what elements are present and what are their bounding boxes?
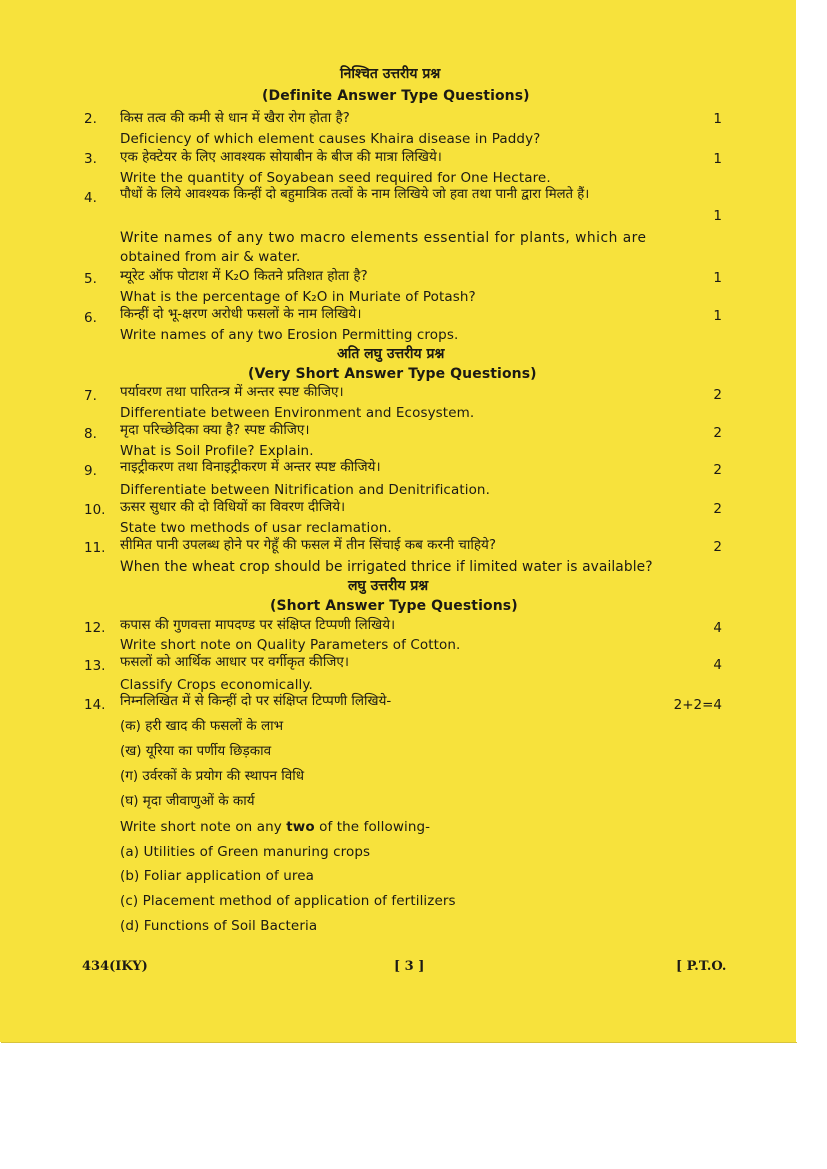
question-hindi: कपास की गुणवत्ता मापदण्ड पर संक्षिप्त टिप्पणी लिखिये।	[120, 617, 396, 633]
question-english: Write the quantity of Soyabean seed required for One Hectare.	[120, 170, 551, 186]
question-english: When the wheat crop should be irrigated thrice if limited water is available?	[120, 559, 653, 575]
question-marks: 1	[713, 208, 722, 224]
intro-text: Write short note on any	[120, 819, 287, 835]
question-marks: 2	[713, 501, 722, 517]
option-english: (a) Utilities of Green manuring crops	[120, 844, 371, 860]
section-heading-english: (Short Answer Type Questions)	[270, 598, 518, 614]
question-hindi: पर्यावरण तथा पारितन्त्र में अन्तर स्पष्ट कीजिए।	[120, 384, 344, 400]
question-marks: 2+2=4	[673, 697, 722, 713]
question-number: 7.	[84, 388, 97, 404]
question-hindi: ऊसर सुधार की दो विधियों का विवरण दीजिये।	[120, 499, 346, 515]
question-number: 12.	[84, 620, 106, 636]
question-hindi: फसलों को आर्थिक आधार पर वर्गीकृत कीजिए।	[120, 654, 350, 670]
question-english: Differentiate between Environment and Ecosystem.	[120, 405, 475, 421]
question-marks: 1	[713, 151, 722, 167]
section-heading-hindi: लघु उत्तरीय प्रश्न	[348, 578, 429, 594]
option-english: (c) Placement method of application of fertilizers	[120, 893, 456, 909]
question-number: 8.	[84, 426, 97, 442]
option-hindi: (ख) यूरिया का पर्णीय छिड़काव	[120, 743, 272, 759]
option-hindi: (क) हरी खाद की फसलों के लाभ	[120, 718, 284, 734]
question-english: Differentiate between Nitrification and Denitrification.	[120, 482, 490, 498]
question-hindi: निम्नलिखित में से किन्हीं दो पर संक्षिप्त टिप्पणी लिखिये-	[120, 693, 392, 709]
option-intro-english	[120, 819, 430, 835]
question-english: Write short note on Quality Parameters of Cotton.	[120, 637, 461, 653]
question-hindi: किन्हीं दो भू-क्षरण अरोधी फसलों के नाम लिखिये।	[120, 306, 362, 322]
question-marks: 4	[713, 657, 722, 673]
question-hindi: एक हेक्टेयर के लिए आवश्यक सोयाबीन के बीज की मात्रा लिखिये।	[120, 149, 442, 165]
question-marks: 4	[713, 620, 722, 636]
question-marks: 1	[713, 308, 722, 324]
question-number: 5.	[84, 271, 97, 287]
question-english: Classify Crops economically.	[120, 677, 313, 693]
question-marks: 2	[713, 387, 722, 403]
intro-emphasis: two	[286, 819, 315, 835]
page-number: [ 3 ]	[394, 959, 425, 974]
question-marks: 1	[713, 111, 722, 127]
question-english: Write names of any two Erosion Permitting crops.	[120, 327, 459, 343]
question-hindi: मृदा परिच्छेदिका क्या है? स्पष्ट कीजिए।	[120, 422, 310, 438]
pto-label: [ P.T.O.	[676, 959, 727, 974]
section-heading-english: (Very Short Answer Type Questions)	[248, 366, 537, 382]
question-number: 13.	[84, 658, 106, 674]
question-english: State two methods of usar reclamation.	[120, 520, 392, 536]
section-heading-hindi: निश्चित उत्तरीय प्रश्न	[340, 66, 441, 82]
question-hindi: नाइट्रीकरण तथा विनाइट्रीकरण में अन्तर स्पष्ट कीजिये।	[120, 459, 381, 475]
question-hindi: पौधों के लिये आवश्यक किन्हीं दो बहुमात्रिक तत्वों के नाम लिखिये जो हवा तथा पानी द्वारा मिलते हैं।	[120, 187, 590, 202]
question-marks: 1	[713, 270, 722, 286]
question-hindi: किस तत्व की कमी से धान में खैरा रोग होता है?	[120, 110, 350, 126]
paper-code: 434(IKY)	[82, 959, 148, 974]
question-english: What is Soil Profile? Explain.	[120, 443, 314, 459]
section-heading-hindi: अति लघु उत्तरीय प्रश्न	[337, 346, 445, 362]
question-hindi: सीमित पानी उपलब्ध होने पर गेहूँ की फसल में तीन सिंचाई कब करनी चाहिये?	[120, 537, 497, 553]
question-number: 6.	[84, 310, 97, 326]
option-hindi: (घ) मृदा जीवाणुओं के कार्य	[120, 793, 255, 809]
option-english: (b) Foliar application of urea	[120, 868, 315, 884]
question-hindi: म्यूरेट ऑफ पोटाश में K₂O कितने प्रतिशत होता है?	[120, 268, 368, 284]
intro-text-end: of the following-	[314, 819, 431, 835]
question-english: Deficiency of which element causes Khaira disease in Paddy?	[120, 131, 541, 147]
page-margin	[796, 0, 827, 1042]
question-number: 10.	[84, 502, 106, 518]
option-english: (d) Functions of Soil Bacteria	[120, 918, 318, 934]
question-marks: 2	[713, 462, 722, 478]
question-number: 14.	[84, 697, 106, 713]
question-number: 4.	[84, 190, 97, 206]
section-heading-english: (Definite Answer Type Questions)	[262, 88, 530, 104]
question-number: 9.	[84, 463, 97, 479]
question-number: 3.	[84, 151, 97, 167]
question-english: Write names of any two macro elements essential for plants, which are	[120, 230, 647, 246]
question-marks: 2	[713, 539, 722, 555]
question-number: 2.	[84, 111, 97, 127]
question-marks: 2	[713, 425, 722, 441]
question-english: What is the percentage of K₂O in Muriate of Potash?	[120, 289, 476, 305]
question-english-cont: obtained from air & water.	[120, 249, 301, 265]
question-number: 11.	[84, 540, 106, 556]
option-hindi: (ग) उर्वरकों के प्रयोग की स्थापन विधि	[120, 768, 305, 784]
